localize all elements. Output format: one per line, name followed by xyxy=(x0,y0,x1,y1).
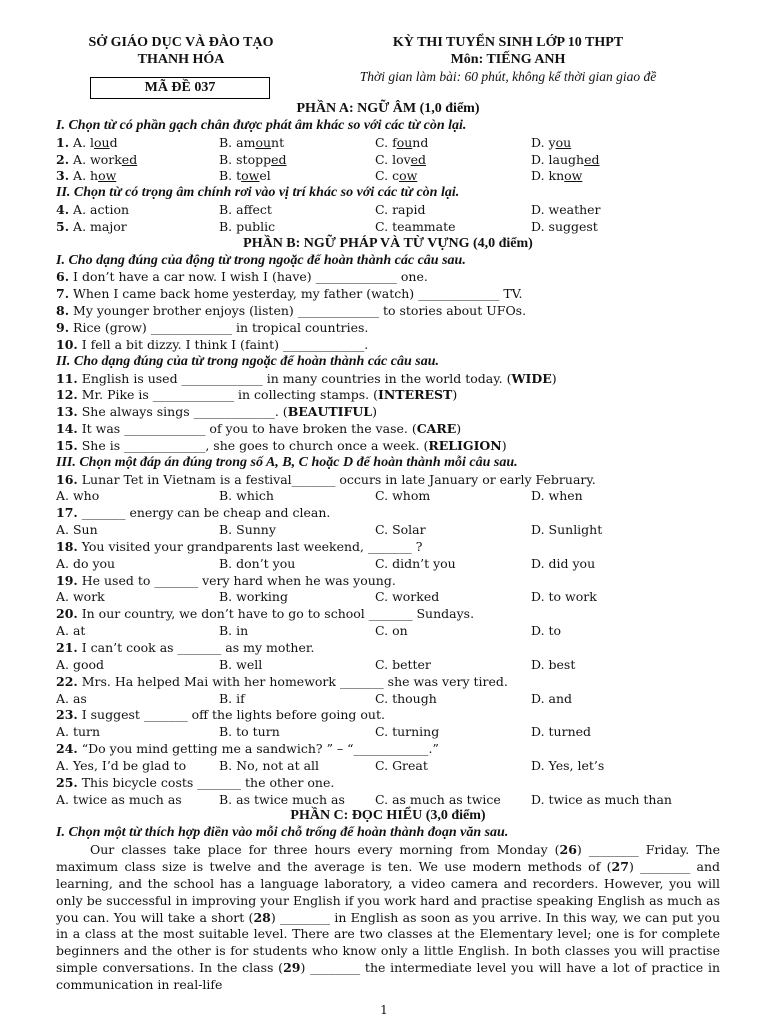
answer-option: B. in xyxy=(219,623,249,639)
options-row xyxy=(56,488,720,505)
question-row xyxy=(56,202,720,219)
question-row xyxy=(56,219,720,236)
answer-option xyxy=(375,152,426,169)
question-row xyxy=(56,371,720,388)
question-text: English is used _____________ in many countries in the world today. ( xyxy=(77,370,512,386)
options-row xyxy=(56,724,720,741)
root-word: BEAUTIFUL xyxy=(287,404,373,420)
question-text: Mr. Pike is _____________ in collecting stamps. ( xyxy=(77,387,379,403)
answer-option: D. and xyxy=(531,690,573,706)
part-a-title: PHẦN A: NGỮ ÂM (1,0 điểm) xyxy=(296,101,480,116)
question-stem xyxy=(56,707,720,724)
answer-option xyxy=(531,219,598,236)
answer-option: C. though xyxy=(375,690,437,706)
option-text: B. t xyxy=(219,168,242,184)
question-text: ) xyxy=(456,421,462,437)
passage-text: ) ________ Friday. The maximum class size is twelve and the average is ten. We use modern methods of ( xyxy=(56,842,720,874)
question-number: 10. xyxy=(56,336,78,352)
question-number: 4. xyxy=(56,202,70,218)
question-text: Lunar Tet in Vietnam is a festival_______ occurs in late January or early February. xyxy=(77,471,596,487)
underlined-part: ow xyxy=(564,168,583,184)
option-text: B. affect xyxy=(219,202,272,218)
answer-option: B. as twice much as xyxy=(219,791,345,807)
question-number: 13. xyxy=(56,404,78,420)
blank-number: 26 xyxy=(559,842,577,858)
underlined-part: ed xyxy=(410,151,427,167)
options-row xyxy=(56,623,720,640)
question-number: 17. xyxy=(56,505,78,521)
question-number: 20. xyxy=(56,606,78,622)
answer-option: C. Solar xyxy=(375,522,426,538)
exam-time-note: Thời gian làm bài: 60 phút, không kể thời gian giao đề xyxy=(359,69,657,84)
answer-option: A. turn xyxy=(56,724,101,740)
blank-number: 27 xyxy=(611,858,629,874)
answer-option: D. twice as much than xyxy=(531,791,672,807)
question-text: ) xyxy=(372,404,377,420)
question-number: 25. xyxy=(56,774,78,790)
option-text: A. l xyxy=(73,134,95,150)
question-number: 5. xyxy=(56,218,70,234)
option-text: D. kn xyxy=(531,168,565,184)
blank-number: 29 xyxy=(283,960,301,976)
page-number: 1 xyxy=(380,1003,388,1017)
answer-option: D. turned xyxy=(531,724,592,740)
answer-option xyxy=(56,219,127,236)
answer-option xyxy=(375,202,426,219)
answer-option xyxy=(219,219,275,236)
exam-header xyxy=(318,34,698,85)
part-b-instruction-1: I. Cho dạng đúng của động từ trong ngoặc để hoàn thành các câu sau. xyxy=(56,252,466,268)
part-b-word-form-questions xyxy=(56,371,720,455)
reading-passage xyxy=(56,842,720,994)
root-word: INTEREST xyxy=(378,387,453,403)
question-text: I suggest _______ off the lights before going out. xyxy=(77,707,385,723)
root-word: CARE xyxy=(416,421,457,437)
option-text: D. weather xyxy=(531,202,601,218)
answer-option: C. on xyxy=(375,623,408,639)
answer-option: D. Sunlight xyxy=(531,522,603,538)
question-number: 14. xyxy=(56,421,78,437)
part-c-instruction: I. Chọn một từ thích hợp điền vào mỗi chỗ trống để hoàn thành đoạn văn sau. xyxy=(56,825,509,841)
part-b-instruction-3: III. Chọn một đáp án đúng trong số A, B, C hoặc D để hoàn thành mỗi câu sau. xyxy=(56,454,518,470)
underlined-part: ow xyxy=(98,168,117,184)
answer-option xyxy=(56,152,137,169)
question-stem xyxy=(56,741,720,758)
part-b-instruction-2: II. Cho dạng đúng của từ trong ngoặc để hoàn thành các câu sau. xyxy=(56,353,439,369)
question-text: Rice (grow) _____________ in tropical countries. xyxy=(69,319,369,335)
question-text: In our country, we don’t have to go to school _______ Sundays. xyxy=(77,606,475,622)
question-number: 11. xyxy=(56,370,78,386)
question-row xyxy=(56,404,720,421)
answer-option xyxy=(219,168,271,185)
root-word: WIDE xyxy=(511,370,552,386)
option-text: nd xyxy=(412,134,429,150)
answer-option xyxy=(56,202,129,219)
answer-option: C. as much as twice xyxy=(375,791,501,807)
answer-option xyxy=(375,219,456,236)
answer-option xyxy=(219,135,284,152)
answer-option xyxy=(219,152,287,169)
question-row xyxy=(56,337,720,354)
question-number: 2. xyxy=(56,151,70,167)
answer-option xyxy=(56,168,116,185)
question-row xyxy=(56,286,720,303)
question-row xyxy=(56,387,720,404)
answer-option: C. didn’t you xyxy=(375,555,456,571)
underlined-part: ow xyxy=(241,168,260,184)
question-text: ) xyxy=(551,370,557,386)
option-text: C. f xyxy=(375,134,397,150)
answer-option xyxy=(531,202,601,219)
question-number: 7. xyxy=(56,286,70,302)
exam-title: KỲ THI TUYỂN SINH LỚP 10 THPT xyxy=(392,35,624,50)
option-text: A. action xyxy=(73,202,130,218)
option-text: nt xyxy=(271,134,285,150)
part-c-title: PHẦN C: ĐỌC HIỂU (3,0 điểm) xyxy=(290,808,486,824)
exam-subject: Môn: TIẾNG ANH xyxy=(450,52,566,67)
answer-option: B. don’t you xyxy=(219,555,296,571)
question-number: 9. xyxy=(56,319,70,335)
question-stem xyxy=(56,606,720,623)
question-row xyxy=(56,303,720,320)
option-text: A. major xyxy=(73,218,127,234)
answer-option: A. twice as much as xyxy=(56,791,182,807)
question-text: I fell a bit dizzy. I think I (faint) _____________. xyxy=(77,336,369,352)
answer-option: D. best xyxy=(531,656,576,672)
question-text: Mrs. Ha helped Mai with her homework _______ she was very tired. xyxy=(77,673,508,689)
question-number: 1. xyxy=(56,134,70,150)
answer-option xyxy=(56,135,118,152)
option-text: D. suggest xyxy=(531,218,598,234)
part-a-instruction-2: II. Chọn từ có trọng âm chính rơi vào vị trí khác so với các từ còn lại. xyxy=(56,185,460,201)
passage-text: ) ________ the intermediate level you will have a lot of practice in communication in real-life xyxy=(56,960,721,992)
question-number: 12. xyxy=(56,387,78,403)
options-row xyxy=(56,556,720,573)
question-row xyxy=(56,438,720,455)
underlined-part: ed xyxy=(584,151,600,167)
passage-text: ) ________ and learning, and the school has a language laboratory, a video camera and recorders. However, you will only be successful in improving your English if you work hard and practise speaking English as much as you can. You will take a short ( xyxy=(56,858,721,925)
options-row xyxy=(56,792,720,809)
question-number: 22. xyxy=(56,673,78,689)
answer-option: A. as xyxy=(56,690,87,706)
answer-option xyxy=(531,152,599,169)
question-number: 8. xyxy=(56,303,70,319)
underlined-part: ow xyxy=(399,168,418,184)
question-number: 23. xyxy=(56,707,78,723)
question-row xyxy=(56,152,720,169)
question-text: ) xyxy=(501,437,507,453)
question-stem xyxy=(56,674,720,691)
question-text: I can’t cook as _______ as my mother. xyxy=(77,640,315,655)
answer-option: B. to turn xyxy=(219,724,280,740)
question-row xyxy=(56,320,720,337)
answer-option: C. Great xyxy=(375,757,428,773)
option-text: B. am xyxy=(219,134,256,150)
question-text: ) xyxy=(452,387,458,403)
question-row xyxy=(56,269,720,286)
question-stem xyxy=(56,539,720,556)
answer-option xyxy=(531,168,582,185)
options-row xyxy=(56,691,720,708)
question-text: You visited your grandparents last weekend, _______ ? xyxy=(77,538,423,554)
answer-option: B. Sunny xyxy=(219,522,276,538)
question-row xyxy=(56,168,720,185)
question-number: 3. xyxy=(56,168,70,184)
question-stem xyxy=(56,775,720,792)
question-number: 15. xyxy=(56,437,78,453)
options-row xyxy=(56,522,720,539)
blank-number: 28 xyxy=(253,909,271,925)
part-a-pronunciation-questions xyxy=(56,135,720,186)
underlined-part: ou xyxy=(396,134,413,150)
answer-option: A. Yes, I’d be glad to xyxy=(56,757,187,773)
part-b-multiple-choice-questions xyxy=(56,472,720,809)
question-number: 21. xyxy=(56,640,78,655)
options-row xyxy=(56,589,720,606)
answer-option: B. if xyxy=(219,690,245,706)
option-text: C. rapid xyxy=(375,202,426,218)
option-text: B. public xyxy=(219,218,276,234)
question-text: I don’t have a car now. I wish I (have) _____________ one. xyxy=(69,269,428,285)
question-number: 16. xyxy=(56,471,78,487)
answer-option: B. well xyxy=(219,656,263,672)
question-text: “Do you mind getting me a sandwich? ” – “____________.” xyxy=(77,741,439,757)
part-b-verb-questions xyxy=(56,269,720,353)
passage-text: Our classes take place for three hours every morning from Monday ( xyxy=(90,842,560,858)
options-row xyxy=(56,758,720,775)
answer-option: C. worked xyxy=(375,589,440,605)
option-text: C. lov xyxy=(375,151,411,167)
answer-option: A. who xyxy=(56,488,100,504)
question-stem xyxy=(56,505,720,522)
options-row xyxy=(56,657,720,674)
answer-option xyxy=(375,135,428,152)
department-name: SỞ GIÁO DỤC VÀ ĐÀO TẠO xyxy=(88,35,274,50)
answer-option: A. at xyxy=(56,623,86,639)
underlined-part: ed xyxy=(121,151,138,167)
question-text: He used to _______ very hard when he was young. xyxy=(77,572,396,588)
question-text: _______ energy can be cheap and clean. xyxy=(77,505,331,521)
part-b-title: PHẦN B: NGỮ PHÁP VÀ TỪ VỰNG (4,0 điểm) xyxy=(243,235,533,251)
option-text: D. y xyxy=(531,134,556,150)
question-stem xyxy=(56,640,720,657)
answer-option: A. work xyxy=(56,589,105,605)
option-text: C. teammate xyxy=(375,218,456,234)
part-a-instruction-1: I. Chọn từ có phần gạch chân được phát âm khác so với các từ còn lại. xyxy=(56,117,467,133)
option-text: el xyxy=(259,168,271,184)
underlined-part: ou xyxy=(94,134,110,150)
question-row xyxy=(56,135,720,152)
answer-option: C. better xyxy=(375,656,431,672)
question-text: She always sings _____________. ( xyxy=(77,404,288,420)
answer-option: D. to work xyxy=(531,589,597,605)
question-text: She is _____________, she goes to church once a week. ( xyxy=(77,437,429,453)
exam-content xyxy=(56,101,720,994)
answer-option: A. do you xyxy=(56,555,116,571)
department-header xyxy=(50,34,312,68)
answer-option: D. when xyxy=(531,488,583,504)
answer-option xyxy=(531,135,571,152)
question-number: 6. xyxy=(56,269,70,285)
question-stem xyxy=(56,472,720,489)
answer-option: C. turning xyxy=(375,724,440,740)
answer-option: A. good xyxy=(56,656,105,672)
option-text: D. laugh xyxy=(531,151,585,167)
answer-option: B. No, not at all xyxy=(219,757,320,773)
answer-option: B. working xyxy=(219,589,288,605)
exam-code-box: MÃ ĐỀ 037 xyxy=(90,77,270,99)
option-text: A. h xyxy=(73,168,99,184)
passage-text: ) ________ in English as soon as you arrive. In this way, we can put you in a class at the most suitable level. There are two classes at the Elementary level; one is for complete beginners and the other is for students who know only a little English. In both classes you will practise simple conversations. In the class ( xyxy=(56,909,720,976)
option-text: C. c xyxy=(375,168,400,184)
question-text: It was _____________ of you to have broken the vase. ( xyxy=(77,421,417,437)
question-number: 18. xyxy=(56,538,78,554)
question-text: This bicycle costs _______ the other one. xyxy=(77,774,335,790)
option-text: d xyxy=(109,134,118,150)
root-word: RELIGION xyxy=(428,437,502,453)
answer-option: B. which xyxy=(219,488,274,504)
answer-option: D. did you xyxy=(531,555,596,571)
answer-option: C. whom xyxy=(375,488,431,504)
province-name: THANH HÓA xyxy=(137,52,225,67)
option-text: A. work xyxy=(73,151,122,167)
part-a-stress-questions xyxy=(56,202,720,236)
question-number: 19. xyxy=(56,572,78,588)
answer-option: A. Sun xyxy=(56,522,98,538)
underlined-part: ou xyxy=(255,134,272,150)
question-stem xyxy=(56,573,720,590)
question-text: My younger brother enjoys (listen) _____________ to stories about UFOs. xyxy=(69,303,527,319)
underlined-part: ou xyxy=(555,134,572,150)
answer-option: D. Yes, let’s xyxy=(531,757,605,773)
answer-option xyxy=(375,168,417,185)
option-text: B. stopp xyxy=(219,151,272,167)
question-number: 24. xyxy=(56,741,78,757)
question-row xyxy=(56,421,720,438)
answer-option xyxy=(219,202,272,219)
answer-option: D. to xyxy=(531,623,562,639)
underlined-part: ed xyxy=(271,151,287,167)
question-text: When I came back home yesterday, my father (watch) _____________ TV. xyxy=(69,286,523,302)
